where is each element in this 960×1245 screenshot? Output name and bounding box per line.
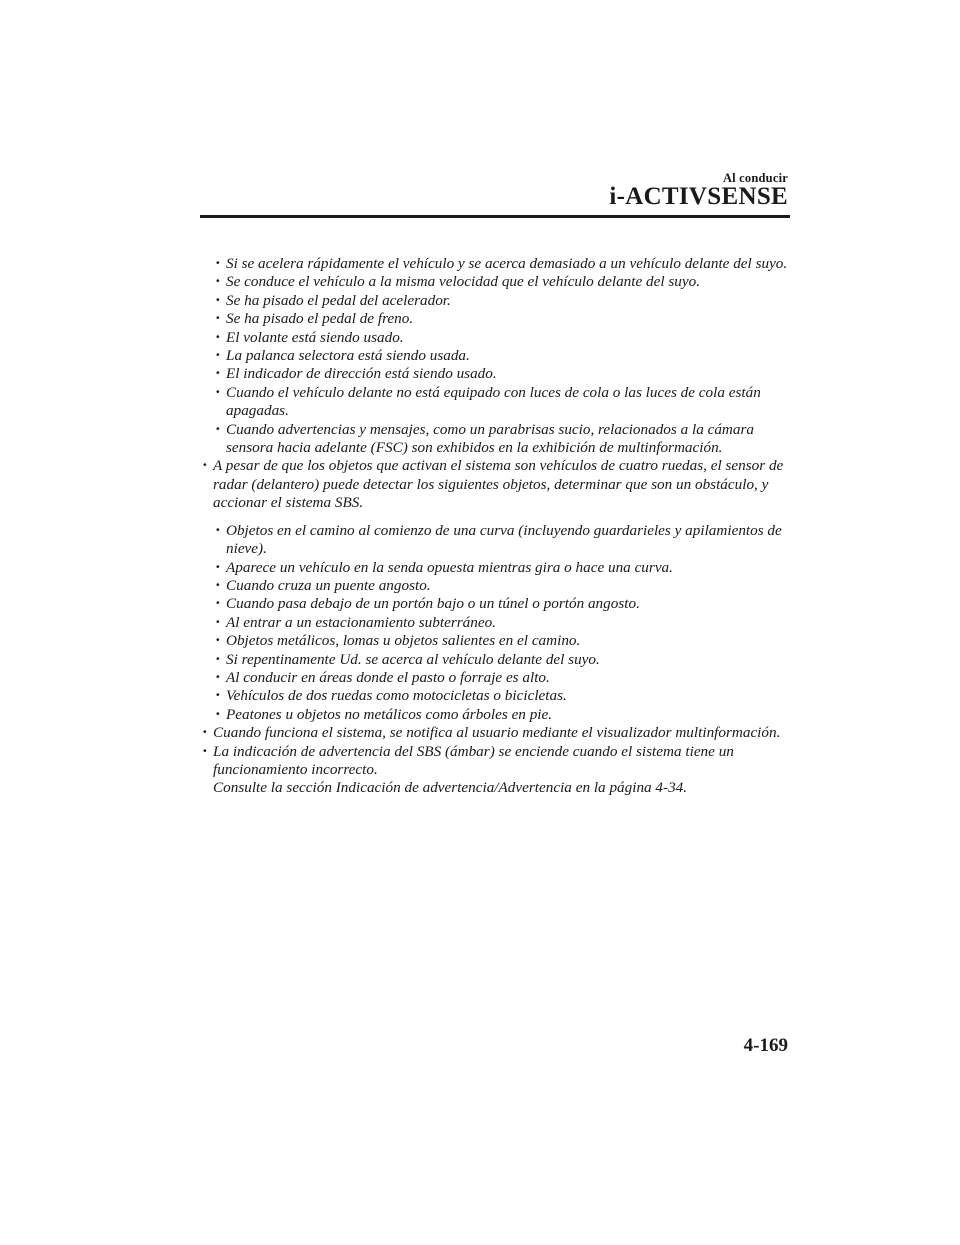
list-item: · La palanca selectora está siendo usada. bbox=[200, 347, 790, 365]
list-item: · Cuando pasa debajo de un portón bajo o un túnel o portón angosto. bbox=[200, 595, 790, 613]
list-item: · Objetos en el camino al comienzo de una curva (incluyendo guardarieles y apilamientos de nieve). bbox=[200, 522, 790, 559]
list-item: · El indicador de dirección está siendo usado. bbox=[200, 365, 790, 383]
list-item: · Vehículos de dos ruedas como motocicletas o bicicletas. bbox=[200, 687, 790, 705]
list-item: · Al entrar a un estacionamiento subterráneo. bbox=[200, 614, 790, 632]
page-body bbox=[200, 255, 790, 798]
main-list-item bbox=[200, 457, 790, 724]
list-item: · Objetos metálicos, lomas u objetos salientes en el camino. bbox=[200, 632, 790, 650]
list-item-text: A pesar de que los objetos que activan el sistema son vehículos de cuatro ruedas, el sensor de radar (delantero) puede detectar los siguientes objetos, determinar que son un obstáculo, y accionar el sistema SBS. bbox=[213, 457, 784, 512]
list-item: · Cuando cruza un puente angosto. bbox=[200, 577, 790, 595]
list-item-text: La indicación de advertencia del SBS (ámbar) se enciende cuando el sistema tiene un funcionamiento incorrecto. bbox=[213, 742, 734, 778]
main-list-item bbox=[200, 743, 790, 798]
page-number: 4-169 bbox=[743, 1035, 788, 1056]
list-item: · Al conducir en áreas donde el pasto o forraje es alto. bbox=[200, 669, 790, 687]
condition-list bbox=[200, 255, 790, 457]
list-item: · Peatones u objetos no metálicos como árboles en pie. bbox=[200, 706, 790, 724]
list-item: · Si repentinamente Ud. se acerca al vehículo delante del suyo. bbox=[200, 651, 790, 669]
list-item: · Si se acelera rápidamente el vehículo y se acerca demasiado a un vehículo delante del suyo. bbox=[200, 255, 790, 273]
object-list bbox=[200, 522, 790, 724]
list-item: · El volante está siendo usado. bbox=[200, 329, 790, 347]
page-title: i-ACTIVSENSE bbox=[609, 183, 788, 210]
list-item: · Se ha pisado el pedal de freno. bbox=[200, 310, 790, 328]
header-divider bbox=[200, 215, 790, 218]
list-item: · Se conduce el vehículo a la misma velocidad que el vehículo delante del suyo. bbox=[200, 273, 790, 291]
list-item: · Cuando advertencias y mensajes, como un parabrisas sucio, relacionados a la cámara sensora hacia adelante (FSC) son exhibidos en la exhibición de multinformación. bbox=[200, 421, 790, 458]
main-list bbox=[200, 457, 790, 797]
list-item: · Cuando el vehículo delante no está equipado con luces de cola o las luces de cola están apagadas. bbox=[200, 384, 790, 421]
cross-reference-note: Consulte la sección Indicación de advertencia/Advertencia en la página 4-34. bbox=[213, 779, 688, 797]
list-item: · Aparece un vehículo en la senda opuesta mientras gira o hace una curva. bbox=[200, 559, 790, 577]
list-item: · Se ha pisado el pedal del acelerador. bbox=[200, 292, 790, 310]
section-label: Al conducir bbox=[722, 171, 788, 185]
main-list-item: · Cuando funciona el sistema, se notifica al usuario mediante el visualizador multinformación. bbox=[200, 724, 790, 742]
